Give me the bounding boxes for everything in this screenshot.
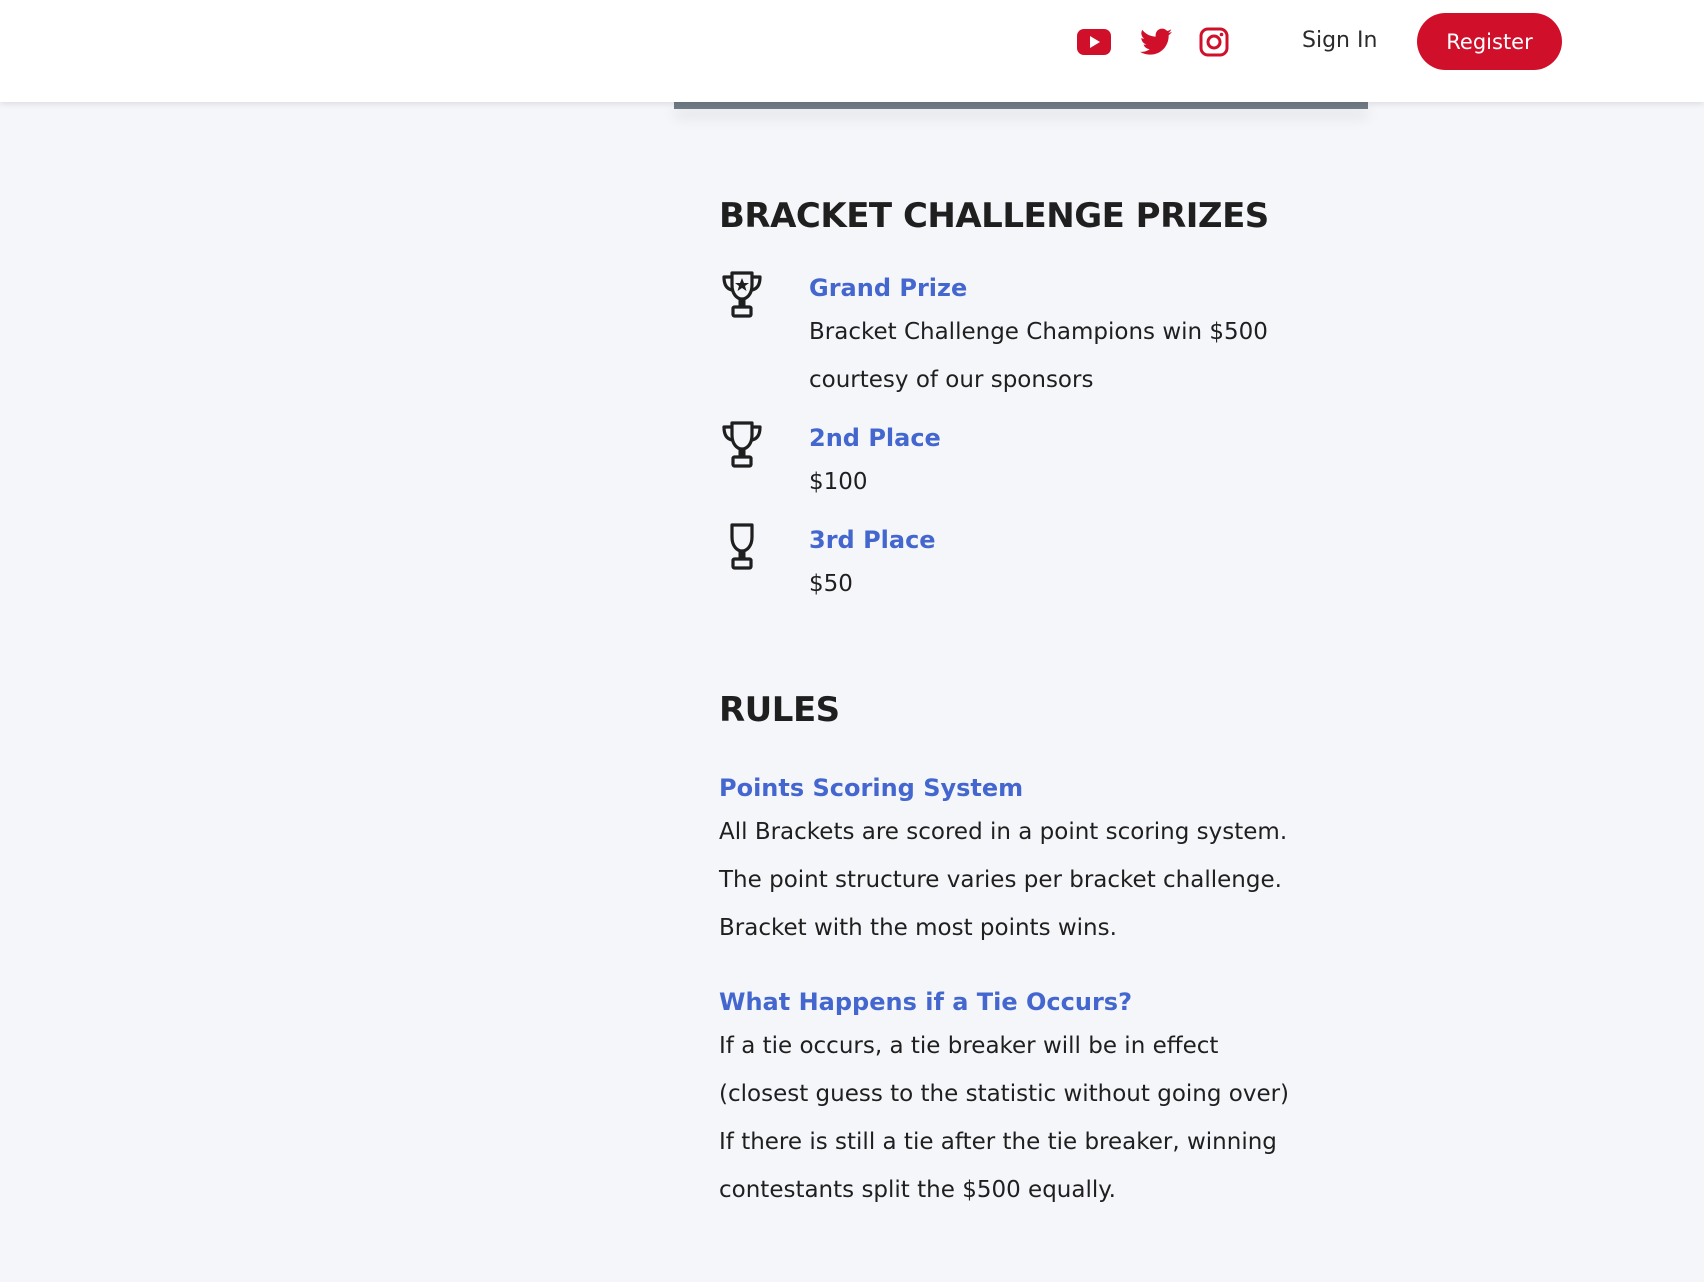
rule-title: What Happens if a Tie Occurs? bbox=[719, 988, 1133, 1016]
register-button[interactable]: Register bbox=[1417, 13, 1562, 70]
rule-text-line: contestants split the $500 equally. bbox=[719, 1177, 1116, 1203]
rule-text-line: All Brackets are scored in a point scoring system. bbox=[719, 819, 1288, 845]
prize-title: 3rd Place bbox=[809, 526, 936, 554]
rules-heading: RULES bbox=[719, 690, 840, 730]
rule-text-line: Bracket with the most points wins. bbox=[719, 915, 1117, 941]
cup-icon bbox=[719, 522, 765, 570]
prize-amount: $50 bbox=[809, 571, 853, 597]
prize-description-line: Bracket Challenge Champions win $500 bbox=[809, 319, 1268, 345]
prize-amount: $100 bbox=[809, 469, 868, 495]
rule-text-line: The point structure varies per bracket challenge. bbox=[719, 867, 1282, 893]
prize-item-grand bbox=[719, 268, 1359, 404]
prize-title: 2nd Place bbox=[809, 424, 941, 452]
site-header bbox=[0, 0, 1704, 102]
main-content bbox=[719, 190, 1359, 1214]
trophy-icon bbox=[719, 420, 765, 468]
rule-item-scoring bbox=[719, 768, 1359, 952]
prizes-heading: BRACKET CHALLENGE PRIZES bbox=[719, 196, 1269, 236]
rule-text-line: If there is still a tie after the tie breaker, winning bbox=[719, 1129, 1277, 1155]
youtube-icon[interactable] bbox=[1074, 22, 1114, 62]
twitter-icon[interactable] bbox=[1136, 22, 1176, 62]
rule-title: Points Scoring System bbox=[719, 774, 1024, 802]
trophy-star-icon bbox=[719, 270, 765, 318]
sign-in-link[interactable]: Sign In bbox=[1302, 28, 1378, 53]
rule-item-tie bbox=[719, 982, 1359, 1214]
prize-item-third bbox=[719, 520, 1359, 608]
prize-description-line: courtesy of our sponsors bbox=[809, 367, 1094, 393]
prize-title: Grand Prize bbox=[809, 274, 968, 302]
rule-text-line: If a tie occurs, a tie breaker will be in effect bbox=[719, 1033, 1219, 1059]
rule-text-line: (closest guess to the statistic without going over) bbox=[719, 1081, 1290, 1107]
instagram-icon[interactable] bbox=[1194, 22, 1234, 62]
prize-item-second bbox=[719, 418, 1359, 506]
media-bottom-edge bbox=[674, 102, 1368, 109]
